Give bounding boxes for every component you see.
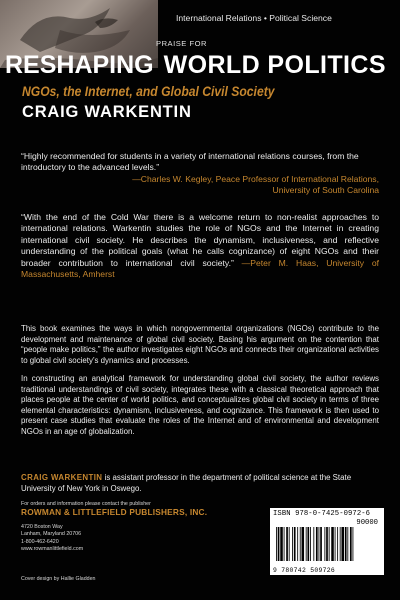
author-bio xyxy=(21,473,379,494)
quote-1-attribution-line2: University of South Carolina xyxy=(272,185,379,196)
barcode-bar xyxy=(347,527,348,561)
barcode-bar xyxy=(326,527,328,561)
category-label: International Relations • Political Science xyxy=(176,13,332,23)
barcode-bar xyxy=(331,527,334,561)
book-subtitle: NGOs, the Internet, and Global Civil Society xyxy=(22,84,275,99)
quote-2-attribution: —Peter M. Haas, University of Massachusetts, Amherst xyxy=(21,257,379,280)
publisher-website: www.rowmanlittlefield.com xyxy=(21,546,84,553)
quote-2-text: “With the end of the Cold War there is a welcome return to non-realist approaches to international relations. Warkentin studies the role of NGOs and the Internet in creating international civil society. He describes the dynamism, inclusiveness, and reflective understanding of the political goals (what he calls cognizance) of eight NGOs and their broader contribution to international civil society.” xyxy=(21,212,379,268)
barcode-bar xyxy=(313,527,314,561)
barcode-bar xyxy=(302,527,305,561)
barcode-bar xyxy=(320,527,322,561)
praise-quote-1 xyxy=(21,151,379,197)
barcode-bar xyxy=(306,527,307,561)
barcode-bar xyxy=(289,527,290,561)
barcode-bar xyxy=(324,527,325,561)
quote-1-attribution-line1: —Charles W. Kegley, Peace Professor of International Relations, xyxy=(132,173,379,184)
barcode-bar xyxy=(345,527,347,561)
praise-quote-2 xyxy=(21,212,379,280)
barcode-bar xyxy=(278,527,280,561)
address-street: 4720 Boston Way xyxy=(21,524,63,530)
orders-note: For orders and information please contact the publisher xyxy=(21,501,151,507)
barcode-bar xyxy=(337,527,338,561)
barcode-bar xyxy=(280,527,283,561)
title-part1: RESHAPING xyxy=(5,51,154,79)
barcode-bar xyxy=(329,527,330,561)
description-paragraph-1: This book examines the ways in which nongovernmental organizations (NGOs) contribute to the development and maintenance of global civil society. Basing his argument on the contention that “people make politics,” the author investigates eight NGOs and connects their organizational activities to global civil society’s dynamics and processes. xyxy=(21,324,379,365)
price-code: 90000 xyxy=(356,519,378,527)
isbn-barcode-block xyxy=(270,508,384,575)
barcode-bar xyxy=(300,527,301,561)
book-title xyxy=(5,51,400,81)
barcode-bar xyxy=(316,527,318,561)
barcode-icon xyxy=(274,527,380,565)
barcode-bar xyxy=(276,527,277,561)
barcode-bar xyxy=(284,527,285,561)
title-part2: WORLD POLITICS xyxy=(163,51,386,79)
barcode-bar xyxy=(319,527,320,561)
address-city: Lanham, Maryland 20706 xyxy=(21,531,82,538)
barcode-bar xyxy=(297,527,298,561)
publisher-name: ROWMAN & LITTLEFIELD PUBLISHERS, INC. xyxy=(21,507,208,517)
author-name: CRAIG WARKENTIN xyxy=(22,103,192,121)
bio-author-name: CRAIG WARKENTIN xyxy=(21,473,103,482)
barcode-bar xyxy=(307,527,309,561)
barcode-bar xyxy=(341,527,344,561)
barcode-bar xyxy=(310,527,311,561)
barcode-bar xyxy=(335,527,336,561)
publisher-address xyxy=(21,524,83,554)
publisher-phone: 1-800-462-6420 xyxy=(21,538,59,545)
description-paragraph-2: In constructing an analytical framework for understanding global civil society, the author reviews traditional understandings of civil society, integrates these with a classical theoretical approach that places people at the center of world politics, and conceptualizes global civil society in terms of three elemental characteristics: dynamism, inclusiveness, and cognizance. This framework is then used to present case studies that evaluate the roles of the Internet and of environmental and development NGOs in an age of globalization. xyxy=(21,374,379,436)
cover-design-credit: Cover design by Hallie Gladden xyxy=(21,576,96,582)
barcode-bar xyxy=(292,527,293,561)
barcode-bar xyxy=(340,527,341,561)
isbn-text: ISBN 978-0-7425-0972-6 xyxy=(273,510,371,518)
bio-text: is assistant professor in the department of political science at the State University of New York in Oswego. xyxy=(21,473,352,493)
barcode-bar xyxy=(350,527,352,561)
praise-label: PRAISE FOR xyxy=(156,39,207,48)
barcode-bar xyxy=(286,527,288,561)
barcode-number: 9 780742 509726 xyxy=(273,567,336,574)
quote-1-text: “Highly recommended for students in a variety of international relations courses, from the introductory to the advanced levels.” xyxy=(21,151,359,173)
barcode-bar xyxy=(294,527,296,561)
barcode-bar xyxy=(353,527,354,561)
